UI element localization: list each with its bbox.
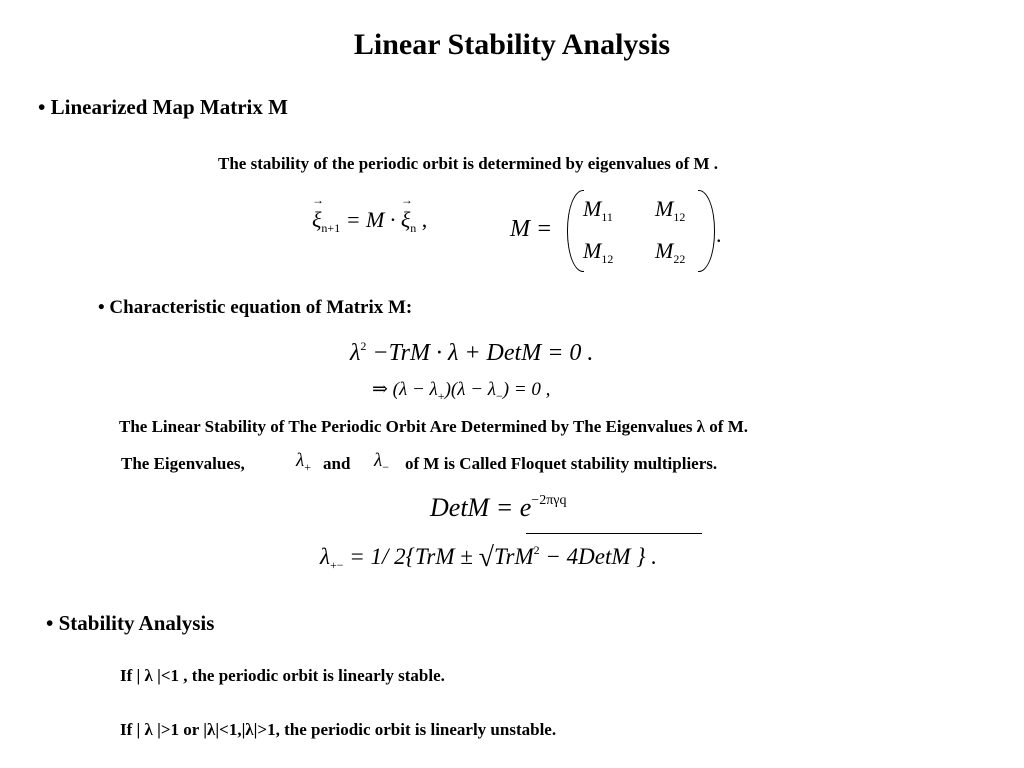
matrix-entry-12: $M_{12}$: [655, 196, 686, 224]
page-title: Linear Stability Analysis: [353, 28, 671, 61]
lambda-equation: [320, 540, 657, 572]
floquet-statement: of M is Called Floquet stability multipliers.: [405, 454, 718, 473]
det-equation: [430, 493, 566, 523]
lambda-pm: λ: [320, 544, 330, 569]
lambda-close: } .: [630, 544, 657, 569]
eigenvalues-label: The Eigenvalues,: [121, 454, 245, 473]
matrix-entry-11: $M_{11}$: [583, 196, 613, 224]
xi-subscript-n1: n+1: [321, 221, 341, 235]
characteristic-equation: [350, 340, 593, 367]
radicand-det: − 4DetM: [539, 544, 631, 569]
xi-subscript-n: n: [410, 221, 417, 235]
lambda-plus-symbol: $\lambda_+$: [296, 450, 312, 474]
factored-sub-minus: −: [496, 389, 503, 403]
xi-vector-symbol: → ξ: [312, 207, 321, 233]
factored-part-1: ⇒ (λ − λ: [372, 379, 438, 400]
xi-vector-symbol-n: → ξ: [401, 207, 410, 233]
factored-part-2: )(λ − λ: [444, 379, 496, 400]
matrix-left-paren: [567, 190, 584, 272]
factored-sub-plus: +: [437, 389, 445, 403]
factored-part-3: ) = 0 ,: [502, 379, 551, 400]
matrix-entry-21: $M_{12}$: [583, 238, 614, 266]
det-exponent: −2πγq: [531, 493, 567, 508]
det-lhs: DetM = e: [430, 493, 532, 522]
map-equation-middle: = M ·: [340, 207, 401, 232]
sqrt-sign: √: [478, 542, 495, 573]
map-equation-tail: ,: [416, 207, 428, 232]
matrix-right-paren: [698, 190, 715, 272]
lambda-lead: = 1/ 2{TrM ±: [343, 544, 479, 569]
section-heading-linearized-map: • Linearized Map Matrix M: [38, 95, 288, 119]
sqrt-vinculum: [526, 533, 702, 534]
lambda-minus-symbol: $\lambda_-$: [374, 450, 390, 474]
stable-condition: If | λ |<1 , the periodic orbit is linearly stable.: [120, 666, 445, 685]
stability-eigen-statement: The Linear Stability of The Periodic Orbit Are Determined by The Eigenvalues λ of M.: [119, 417, 748, 436]
radicand-sup-2: 2: [533, 543, 540, 557]
char-sup-2: 2: [360, 339, 367, 353]
unstable-condition: If | λ |>1 or |λ|<1,|λ|>1, the periodic orbit is linearly unstable.: [120, 720, 557, 739]
char-rest: −TrM · λ + DetM = 0 .: [366, 340, 594, 366]
matrix-label: M =: [510, 216, 553, 242]
stability-statement: The stability of the periodic orbit is determined by eigenvalues of M .: [218, 154, 719, 173]
factored-equation: [372, 378, 550, 401]
and-word: and: [323, 454, 351, 473]
section-heading-characteristic: • Characteristic equation of Matrix M:: [98, 297, 413, 318]
matrix-period: .: [716, 222, 722, 247]
matrix-entry-22: $M_{22}$: [655, 238, 686, 266]
char-lambda: λ: [350, 340, 361, 366]
lambda-pm-sub: +−: [329, 558, 344, 572]
radicand-trm: TrM: [494, 544, 534, 569]
map-equation: [312, 207, 427, 233]
section-heading-stability-analysis: • Stability Analysis: [46, 611, 215, 635]
